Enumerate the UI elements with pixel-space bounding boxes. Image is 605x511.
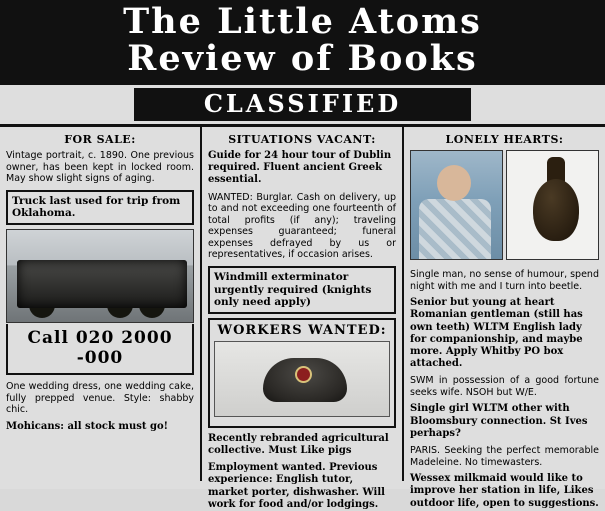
column-for-sale	[0, 127, 202, 481]
for-sale-ad-wedding: One wedding dress, one wedding cake, fully prepped venue. Style: shabby chic.	[6, 380, 194, 416]
vacancy-windmill-exterminator: Windmill exterminator urgently required (knights only need apply)	[208, 266, 396, 314]
man-photo	[410, 150, 503, 260]
vacancy-burglar: WANTED: Burglar. Cash on delivery, up to and not exceeding one fourteenth of total profits (if any); traveling expenses guaranteed; funeral expenses defrayed by us or representatives, if occasion arises.	[208, 191, 396, 261]
lonely-ad-milkmaid: Wessex milkmaid would like to improve her station in life, Likes outdoor life, open to suggestions.	[410, 473, 599, 509]
situations-vacant-heading: SITUATIONS VACANT:	[228, 133, 376, 146]
truck-photo	[6, 229, 194, 323]
workers-wanted-box	[208, 318, 396, 428]
masthead	[0, 0, 605, 85]
column-situations-vacant	[202, 127, 404, 510]
classified-banner-wrap	[0, 85, 605, 121]
masthead-line-1: The Little Atoms	[123, 1, 482, 42]
lonely-ad-beetle: Single man, no sense of humour, spend night with me and I turn into beetle.	[410, 269, 599, 292]
lonely-ad-romanian: Senior but young at heart Romanian gentleman (still has own teeth) WLTM English lady for companionship, and maybe more. Apply Whitby PO box attached.	[410, 297, 583, 370]
lonely-ad-bloomsbury: Single girl WLTM other with Bloomsbury connection. St Ives perhaps?	[410, 403, 588, 439]
lonely-ad-swm: SWM in possession of a good fortune seeks wife. NSOH but W/E.	[410, 375, 599, 398]
classified-banner: CLASSIFIED	[134, 88, 471, 121]
for-sale-call-number: Call 020 2000 -000	[6, 324, 194, 375]
column-lonely-hearts	[404, 127, 605, 509]
lonely-hearts-photos	[410, 150, 599, 265]
workers-wanted-title: WORKERS WANTED:	[217, 322, 387, 338]
for-sale-heading: FOR SALE:	[64, 133, 136, 146]
masthead-line-2: Review of Books	[127, 38, 478, 79]
lonely-hearts-heading: LONELY HEARTS:	[445, 133, 564, 146]
lonely-ad-paris: PARIS. Seeking the perfect memorable Madeleine. No timewasters.	[410, 445, 599, 468]
classified-columns	[0, 127, 605, 510]
beetle-photo	[506, 150, 599, 260]
vacancy-dublin-guide: Guide for 24 hour tour of Dublin required. Fluent ancient Greek essential.	[208, 150, 392, 186]
for-sale-ad-truck-headline: Truck last used for trip from Oklahoma.	[6, 190, 194, 225]
for-sale-ad-mohicans: Mohicans: all stock must go!	[6, 420, 169, 432]
vacancy-employment-wanted: Employment wanted. Previous experience: English tutor, market porter, dishwasher. Will work for food and/or lodgings.	[208, 462, 385, 510]
for-sale-ad-1: Vintage portrait, c. 1890. One previous owner, has been kept in locked room. May show slight signs of aging.	[6, 150, 194, 185]
vacancy-agricultural-collective: Recently rebranded agricultural collective. Must Like pigs	[208, 432, 389, 456]
ushanka-hat-photo	[214, 341, 390, 417]
